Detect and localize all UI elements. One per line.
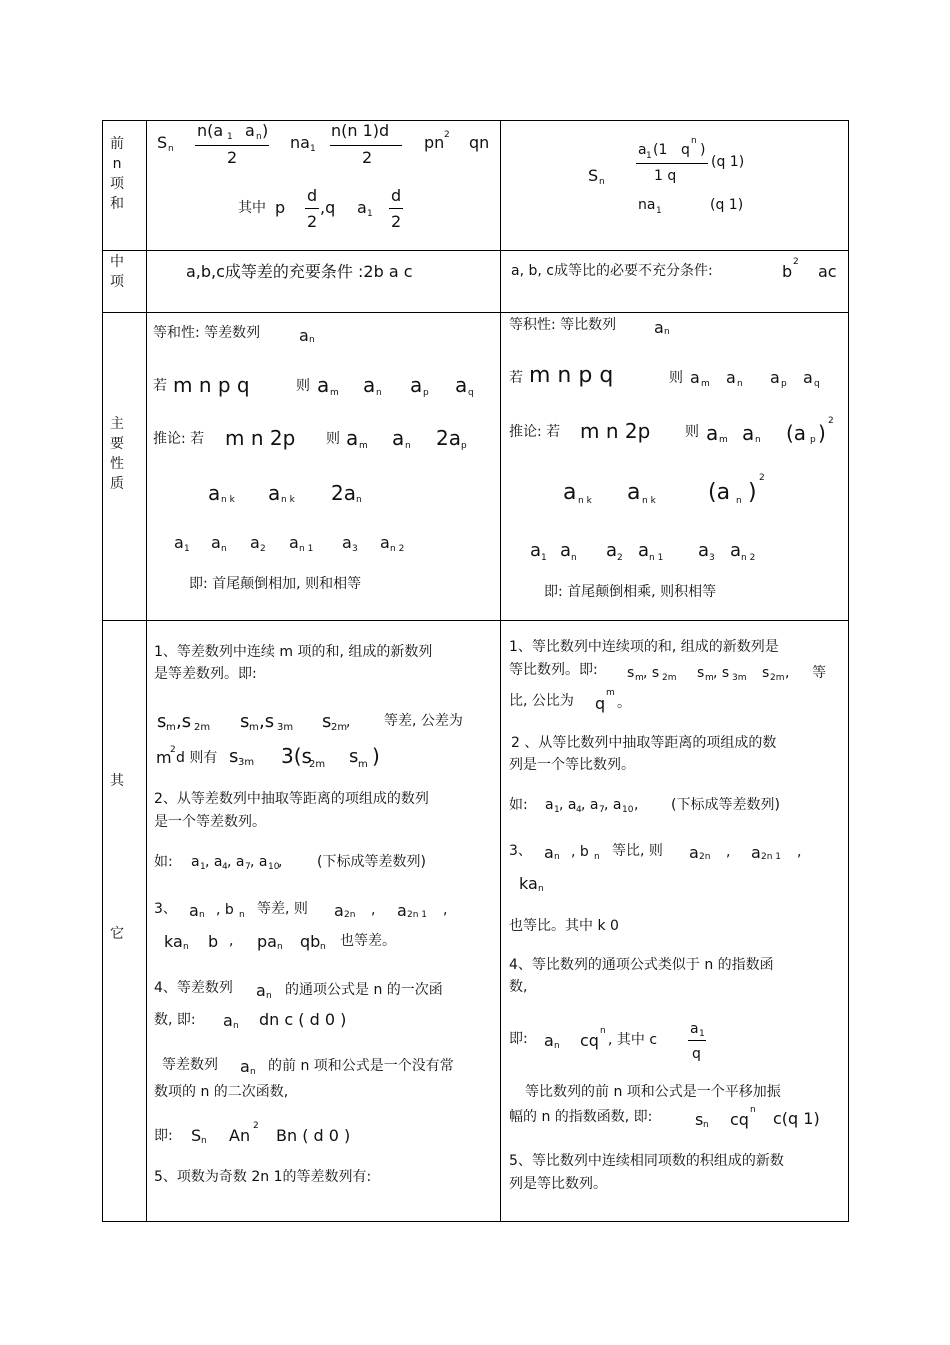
fraction-bar <box>636 163 708 164</box>
row-divider-2 <box>102 312 849 313</box>
row-label-sum: 前 n 项 和 <box>110 136 124 212</box>
fraction-bar <box>195 145 269 146</box>
row-label-mid: 中 项 <box>110 254 124 290</box>
table-border-right <box>848 120 849 1222</box>
seq-subscripts: m <box>166 722 176 733</box>
row-divider-3 <box>102 620 849 621</box>
table-border-bottom <box>102 1221 849 1222</box>
table-divider-middle <box>500 120 501 1222</box>
fraction-bar <box>688 1040 706 1041</box>
row-label-props: 主 要 性 质 <box>110 416 124 492</box>
table-divider-label <box>146 120 147 1222</box>
row-label-other-1: 其 <box>110 773 124 789</box>
row-label-other-2: 它 <box>110 926 124 942</box>
fraction-bar <box>330 145 402 146</box>
row-divider-1 <box>102 250 849 251</box>
fraction-bar <box>305 208 319 209</box>
arithmetic-middle-term: a,b,c成等差的充要条件 :2b a c <box>186 262 413 281</box>
fraction-bar <box>389 208 403 209</box>
table-border-left <box>102 120 103 1222</box>
geometric-middle-term: a, b, c成等比的必要不充分条件: <box>511 263 713 279</box>
